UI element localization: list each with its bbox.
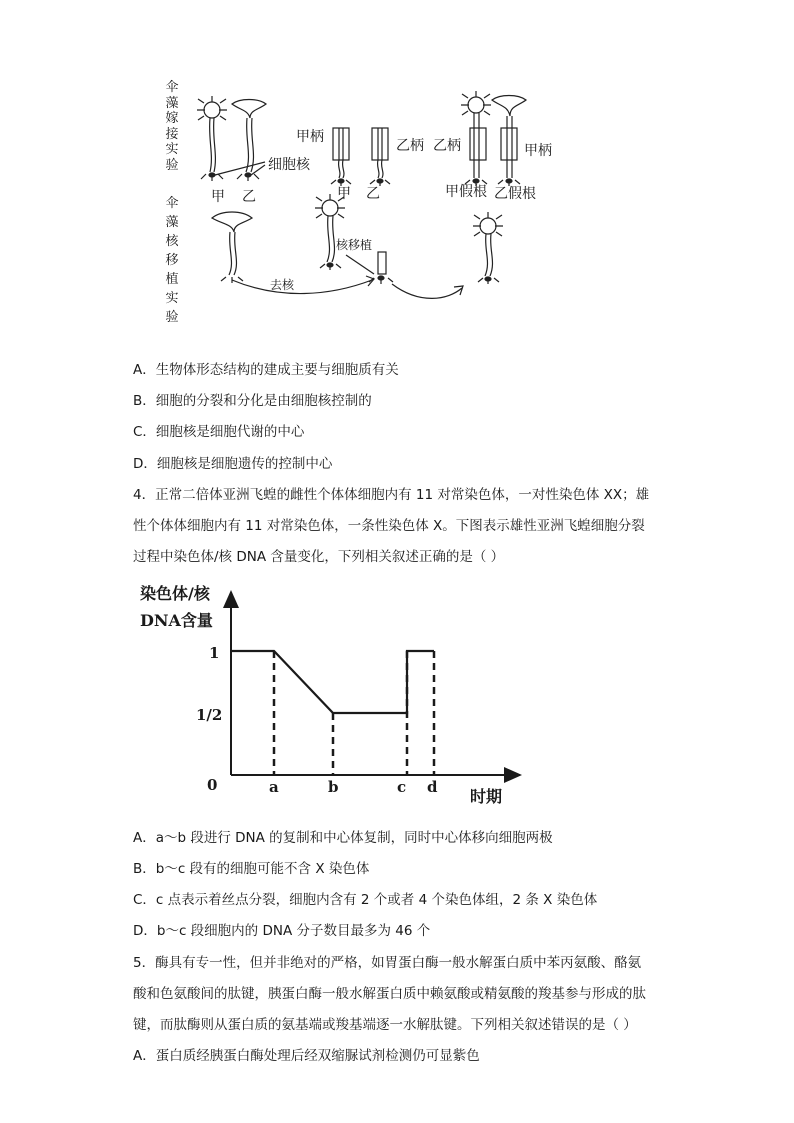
chart-xlabel: 时期: [470, 787, 503, 806]
chart-xtick-d: d: [427, 778, 438, 796]
label-jia-stalk-1: 甲柄: [296, 129, 324, 145]
label-jia-stalk-2: 甲柄: [524, 143, 552, 159]
q4-stem-line3: 过程中染色体/核 DNA 含量变化，下列相关叙述正确的是（ ）: [133, 549, 505, 565]
q3-option-b: B．细胞的分裂和分化是由细胞核控制的: [133, 393, 372, 409]
chart-series-line: [231, 651, 434, 713]
q4-option-a: A．a～b 段进行 DNA 的复制和中心体复制，同时中心体移向细胞两极: [133, 830, 553, 846]
transplant-experiment-label: 伞藻核移植实验: [165, 196, 179, 325]
chart-xtick-b: b: [328, 778, 339, 796]
label-jia-left: 甲: [211, 189, 225, 205]
label-jia-mid: 甲: [337, 186, 351, 202]
q4-option-b: B．b～c 段有的细胞可能不含 X 染色体: [133, 861, 370, 877]
chart-ylabel-line1: 染色体/核: [140, 584, 210, 603]
label-nucleus: 细胞核: [268, 157, 310, 173]
chart-ylabel-line2: DNA含量: [140, 611, 213, 630]
q3-option-d: D．细胞核是细胞遗传的控制中心: [133, 456, 333, 472]
q5-option-a: A．蛋白质经胰蛋白酶处理后经双缩脲试剂检测仍可显紫色: [133, 1048, 480, 1064]
chart-ytick-1: 1: [209, 644, 220, 662]
q4-option-c: C．c 点表示着丝点分裂，细胞内含有 2 个或者 4 个染色体组，2 条 X 染色体: [133, 892, 598, 908]
chart-ytick-half: 1/2: [196, 706, 223, 724]
label-enucleate: 去核: [270, 278, 295, 292]
q3-option-c: C．细胞核是细胞代谢的中心: [133, 424, 305, 440]
chart-ytick-0: 0: [207, 776, 218, 794]
chart-xtick-a: a: [269, 778, 279, 796]
label-nuclear-transplant: 核移植: [336, 238, 373, 252]
graft-experiment-label: 伞藻嫁接实验: [165, 80, 179, 173]
label-yi-left: 乙: [242, 189, 256, 205]
q5-stem-line1: 5．酶具有专一性，但并非绝对的严格，如胃蛋白酶一般水解蛋白质中苯丙氨酸、酪氨: [133, 955, 642, 971]
q4-stem-line2: 性个体体细胞内有 11 对常染色体，一条性染色体 X。下图表示雄性亚洲飞蝗细胞分裂: [133, 518, 645, 534]
label-yi-rhizoid: 乙假根: [494, 186, 536, 202]
label-yi-stalk-1: 乙柄: [396, 138, 424, 154]
q5-stem-line2: 酸和色氨酸间的肽键，胰蛋白酶一般水解蛋白质中赖氨酸或精氨酸的羧基参与形成的肽: [133, 986, 646, 1002]
label-yi-mid: 乙: [366, 186, 380, 202]
q4-option-d: D．b～c 段细胞内的 DNA 分子数目最多为 46 个: [133, 923, 431, 939]
label-jia-rhizoid: 甲假根: [445, 184, 487, 200]
chart-xtick-c: c: [397, 778, 407, 796]
q5-stem-line3: 键，而肽酶则从蛋白质的氨基端或羧基端逐一水解肽键。下列相关叙述错误的是（ ）: [133, 1017, 637, 1033]
q3-option-a: A．生物体形态结构的建成主要与细胞质有关: [133, 362, 399, 378]
q4-stem-line1: 4．正常二倍体亚洲飞蝗的雌性个体体细胞内有 11 对常染色体，一对性染色体 XX；雄: [133, 487, 650, 503]
label-yi-stalk-2: 乙柄: [433, 138, 461, 154]
